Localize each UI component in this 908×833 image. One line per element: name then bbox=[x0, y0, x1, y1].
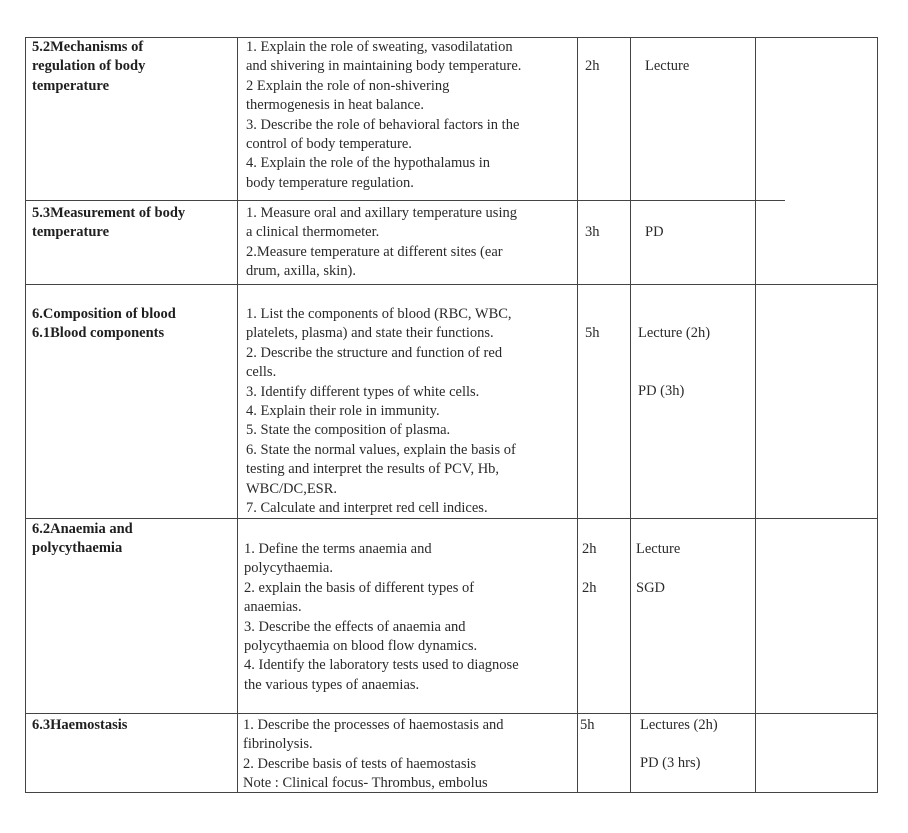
topic-cell: 6.2Anaemia and polycythaemia bbox=[32, 521, 133, 557]
row-divider bbox=[25, 284, 878, 285]
topic-cell: 6.Composition of blood 6.1Blood components bbox=[32, 306, 176, 342]
column-divider bbox=[755, 37, 756, 793]
objectives-cell: 1. List the components of blood (RBC, WBC, platelets, plasma) and state their functions. 2. Describe the structure and function of red cells. 3. Identify different types of white cells. 4. Explain their role in immunity. 5. State the composition of plasma. 6. State the normal values, explain the basis of testing and interpret the results of PCV, Hb, WBC/DC,ESR. 7. Calculate and interpret red cell indices. bbox=[246, 306, 516, 517]
column-divider bbox=[237, 37, 238, 793]
row-divider bbox=[25, 713, 878, 714]
topic-cell: 6.3Haemostasis bbox=[32, 717, 128, 733]
method-cell: Lecture SGD bbox=[636, 541, 681, 597]
objectives-cell: 1. Define the terms anaemia and polycythaemia. 2. explain the basis of different types of anaemias. 3. Describe the effects of anaemia and polycythaemia on blood flow dynamics. 4. Identify the laboratory tests used to diagnose the various types of anaemias. bbox=[244, 541, 519, 693]
hours-cell: 2h 2h bbox=[582, 541, 597, 597]
topic-cell: 5.3Measurement of body temperature bbox=[32, 205, 186, 241]
objectives-cell: 1. Measure oral and axillary temperature using a clinical thermometer. 2.Measure temperature at different sites (ear drum, axilla, skin). bbox=[246, 205, 517, 280]
hours-cell: 3h bbox=[585, 224, 600, 240]
column-divider bbox=[630, 37, 631, 793]
hours-cell: 5h bbox=[580, 717, 595, 733]
column-divider bbox=[877, 37, 878, 793]
row-divider bbox=[25, 200, 785, 201]
column-divider bbox=[25, 37, 26, 793]
objectives-cell: 1. Describe the processes of haemostasis and fibrinolysis. 2. Describe basis of tests of haemostasis Note : Clinical focus- Thrombus, embolus bbox=[243, 717, 504, 792]
column-divider bbox=[577, 37, 578, 793]
hours-cell: 5h bbox=[585, 325, 600, 341]
topic-cell: 5.2Mechanisms of regulation of body temperature bbox=[32, 39, 146, 94]
hours-cell: 2h bbox=[585, 58, 600, 74]
method-cell: Lecture bbox=[645, 58, 690, 74]
method-cell: Lecture (2h) PD (3h) bbox=[638, 325, 711, 400]
objectives-cell: 1. Explain the role of sweating, vasodilatation and shivering in maintaining body temperature. 2 Explain the role of non-shivering thermogenesis in heat balance. 3. Describe the role of behavioral factors in the control of body temperature. 4. Explain the role of the hypothalamus in body temperature regulation. bbox=[246, 39, 522, 191]
method-cell: PD bbox=[645, 224, 664, 240]
method-cell: Lectures (2h) PD (3 hrs) bbox=[640, 717, 718, 772]
